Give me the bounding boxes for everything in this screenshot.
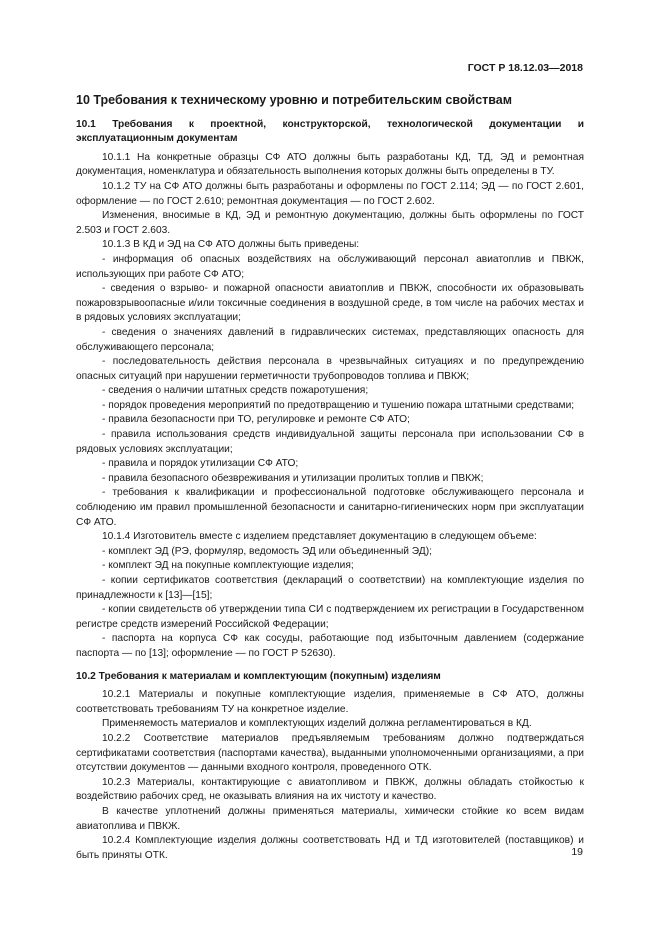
list-item: - порядок проведения мероприятий по предотвращению и тушению пожара штатными средствами;: [102, 399, 575, 411]
page-content: [76, 93, 584, 863]
list-item: - паспорта на корпуса СФ как сосуды, работающие под избыточным давлением (содержание паспорта — по [13]; оформление — по ГОСТ Р 52630).: [76, 633, 584, 659]
list-item: - сведения о наличии штатных средств пожаротушения;: [102, 385, 369, 397]
paragraph: В качестве уплотнений должны применяться материалы, химически стойкие ко всем видам авиатоплива и ПВКЖ.: [76, 805, 584, 832]
paragraph: Применяемость материалов и комплектующих изделий должна регламентироваться в КД.: [102, 718, 532, 730]
section-title: 10 Требования к техническому уровню и потребительским свойствам: [76, 93, 512, 107]
paragraph: 10.2.4 Комплектующие изделия должны соответствовать НД и ТД изготовителей (поставщиков) и быть приняты ОТК.: [76, 835, 584, 861]
list-item: - правила использования средств индивидуальной защиты персонала при использовании СФ в рядовых условиях эксплуатации;: [76, 429, 584, 455]
list-item: - информация об опасных воздействиях на обслуживающий персонал авиатоплив и ПВКЖ, использующих при работе СФ АТО;: [76, 253, 584, 280]
list-item: - копии свидетельств об утверждении типа СИ с подтверждением их регистрации в Государственном регистре средств измерений Российской Федерации;: [76, 604, 584, 630]
list-item: - сведения о значениях давлений в гидравлических системах, представляющих опасность для обслуживающего персонала;: [76, 326, 584, 353]
paragraph: 10.1.1 На конкретные образцы СФ АТО должны быть разработаны КД, ТД, ЭД и ремонтная документация, номенклатура и обязательность выполнения которых должны быть определены в ТУ.: [76, 151, 584, 178]
subsection-title: 10.1 Требования к проектной, конструкторской, технологической документации и эксплуатационным документам: [76, 118, 584, 145]
list-item: - правила безопасного обезвреживания и утилизации пролитых топлив и ПВКЖ;: [102, 472, 484, 484]
paragraph: 10.1.3 В КД и ЭД на СФ АТО должны быть приведены:: [102, 239, 360, 251]
paragraph: 10.1.4 Изготовитель вместе с изделием представляет документацию в следующем объеме:: [102, 531, 537, 543]
list-item: - требования к квалификации и профессиональной подготовке обслуживающего персонала и соблюдению им правил промышленной безопасности и санитарно-гигиенических норм при эксплуатации СФ АТО.: [76, 487, 584, 528]
paragraph: 10.2.3 Материалы, контактирующие с авиатопливом и ПВКЖ, должны обладать стойкостью к воздействию рабочих сред, не оказывать влияния на их чистоту и качество.: [76, 776, 584, 803]
list-item: - сведения о взрыво- и пожарной опасности авиатоплив и ПВКЖ, способности их образовывать пожаровзрывоопасные и/или токсичные соединения в воздушной среде, в том числе на рабочих местах и в рядовых условиях эксплуатации;: [76, 283, 584, 324]
subsection-body: [76, 151, 584, 662]
list-item: - копии сертификатов соответствия (деклараций о соответствии) на комплектующие изделия по принадлежности к [13]—[15];: [76, 575, 584, 601]
page-number: 19: [571, 846, 583, 858]
list-item: - комплект ЭД (РЭ, формуляр, ведомость ЭД или объединенный ЭД);: [102, 545, 432, 557]
list-item: - правила безопасности при ТО, регулировке и ремонте СФ АТО;: [102, 414, 410, 426]
paragraph: 10.2.2 Соответствие материалов предъявляемым требованиям должно подтверждаться сертификатами соответствия (паспортами качества), выданными уполномоченными организациями, а при отсутствии документов — данными входного контроля, проведенного ОТК.: [76, 732, 584, 774]
subsection-body: [76, 688, 584, 863]
document-code: ГОСТ Р 18.12.03—2018: [467, 62, 583, 74]
list-item: - правила и порядок утилизации СФ АТО;: [102, 458, 299, 470]
list-item: - последовательность действия персонала в чрезвычайных ситуациях и по предупреждению опасных ситуаций при нарушении герметичности трубопроводов топлива и ПВКЖ;: [76, 356, 584, 382]
subsection-title: 10.2 Требования к материалам и комплектующим (покупным) изделиям: [76, 670, 441, 682]
paragraph: Изменения, вносимые в КД, ЭД и ремонтную документацию, должны быть оформлены по ГОСТ 2.503 и ГОСТ 2.603.: [76, 210, 584, 236]
list-item: - комплект ЭД на покупные комплектующие изделия;: [102, 560, 354, 572]
paragraph: 10.1.2 ТУ на СФ АТО должны быть разработаны и оформлены по ГОСТ 2.114; ЭД — по ГОСТ 2.601, оформление — по ГОСТ 2.610; ремонтная документация — по ГОСТ 2.602.: [76, 180, 584, 207]
paragraph: 10.2.1 Материалы и покупные комплектующие изделия, применяемые в СФ АТО, должны соответствовать требованиям ТУ на конкретное изделие.: [76, 689, 584, 715]
